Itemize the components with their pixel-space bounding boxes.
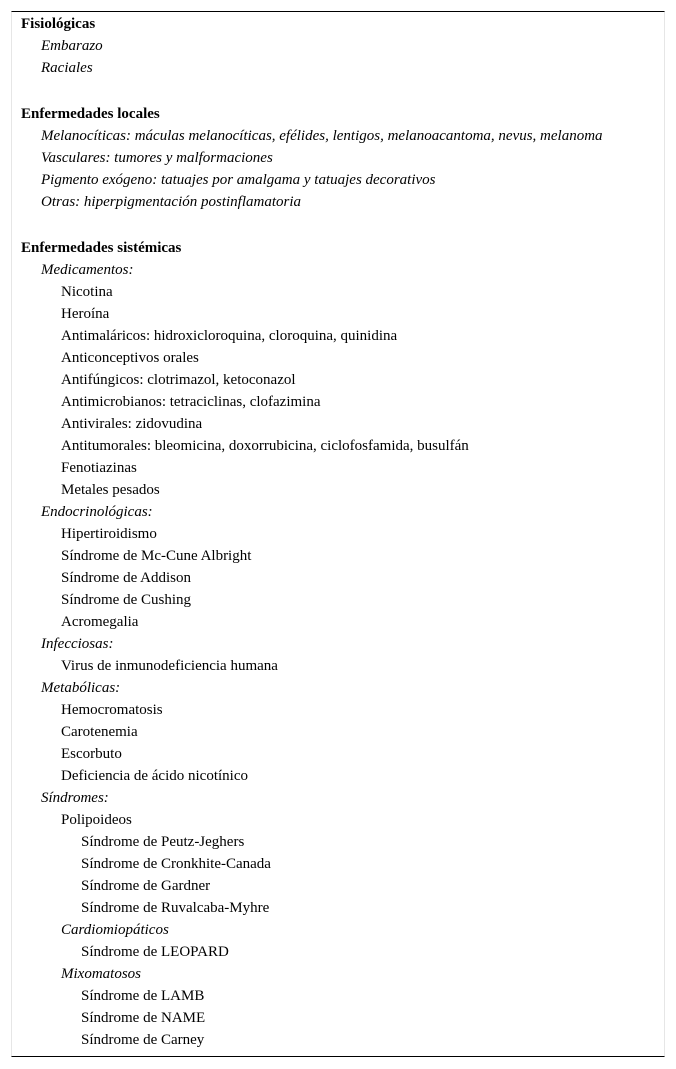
list-item: Síndrome de NAME [81,1010,206,1026]
list-item: Acromegalia [61,614,139,630]
subcategory-polipoideos: Polipoideos [61,812,132,828]
list-item: Antitumorales: bleomicina, doxorrubicina, ciclofosfamida, busulfán [61,438,469,454]
list-item: Síndrome de Addison [61,570,191,586]
list-item: Antimicrobianos: tetraciclinas, clofazimina [61,394,321,410]
list-item: Vasculares: tumores y malformaciones [41,150,273,166]
category-metabolicas: Metabólicas: [41,680,121,696]
list-item: Síndrome de LEOPARD [81,944,229,960]
list-item: Otras: hiperpigmentación postinflamatoria [41,194,301,210]
list-item: Hipertiroidismo [61,526,157,542]
list-item: Heroína [61,306,110,322]
list-item: Raciales [41,60,93,76]
list-item: Carotenemia [61,724,138,740]
list-item: Virus de inmunodeficiencia humana [61,658,278,674]
list-item: Melanocíticas: máculas melanocíticas, efélides, lentigos, melanoacantoma, nevus, melanoma [41,128,603,144]
list-item: Síndrome de Gardner [81,878,211,894]
list-item: Fenotiazinas [61,460,137,476]
section-heading-locales: Enfermedades locales [21,106,160,122]
list-item: Síndrome de Cushing [61,592,191,608]
category-endocrinologicas: Endocrinológicas: [41,504,153,520]
list-item: Nicotina [61,284,113,300]
list-item: Antifúngicos: clotrimazol, ketoconazol [61,372,296,388]
list-item: Antivirales: zidovudina [61,416,203,432]
list-item: Síndrome de Mc-Cune Albright [61,548,252,564]
list-item: Hemocromatosis [61,702,163,718]
list-item: Antimaláricos: hidroxicloroquina, cloroquina, quinidina [61,328,398,344]
category-infecciosas: Infecciosas: [41,636,114,652]
list-item: Síndrome de Carney [81,1032,205,1048]
list-item: Embarazo [41,38,103,54]
list-item: Síndrome de Cronkhite-Canada [81,856,271,872]
list-item: Pigmento exógeno: tatuajes por amalgama y tatuajes decorativos [41,172,436,188]
list-item: Síndrome de LAMB [81,988,205,1004]
section-heading-sistemicas: Enfermedades sistémicas [21,240,182,256]
category-sindromes: Síndromes: [41,790,109,806]
subcategory-mixomatosos: Mixomatosos [61,966,141,982]
list-item: Síndrome de Ruvalcaba-Myhre [81,900,270,916]
list-item: Escorbuto [61,746,122,762]
list-item: Deficiencia de ácido nicotínico [61,768,248,784]
section-heading-fisiologicas: Fisiológicas [21,16,96,32]
list-item: Síndrome de Peutz-Jeghers [81,834,245,850]
list-item: Anticonceptivos orales [61,350,199,366]
subcategory-cardiomiopaticos: Cardiomiopáticos [61,922,169,938]
list-item: Metales pesados [61,482,160,498]
category-medicamentos: Medicamentos: [41,262,134,278]
